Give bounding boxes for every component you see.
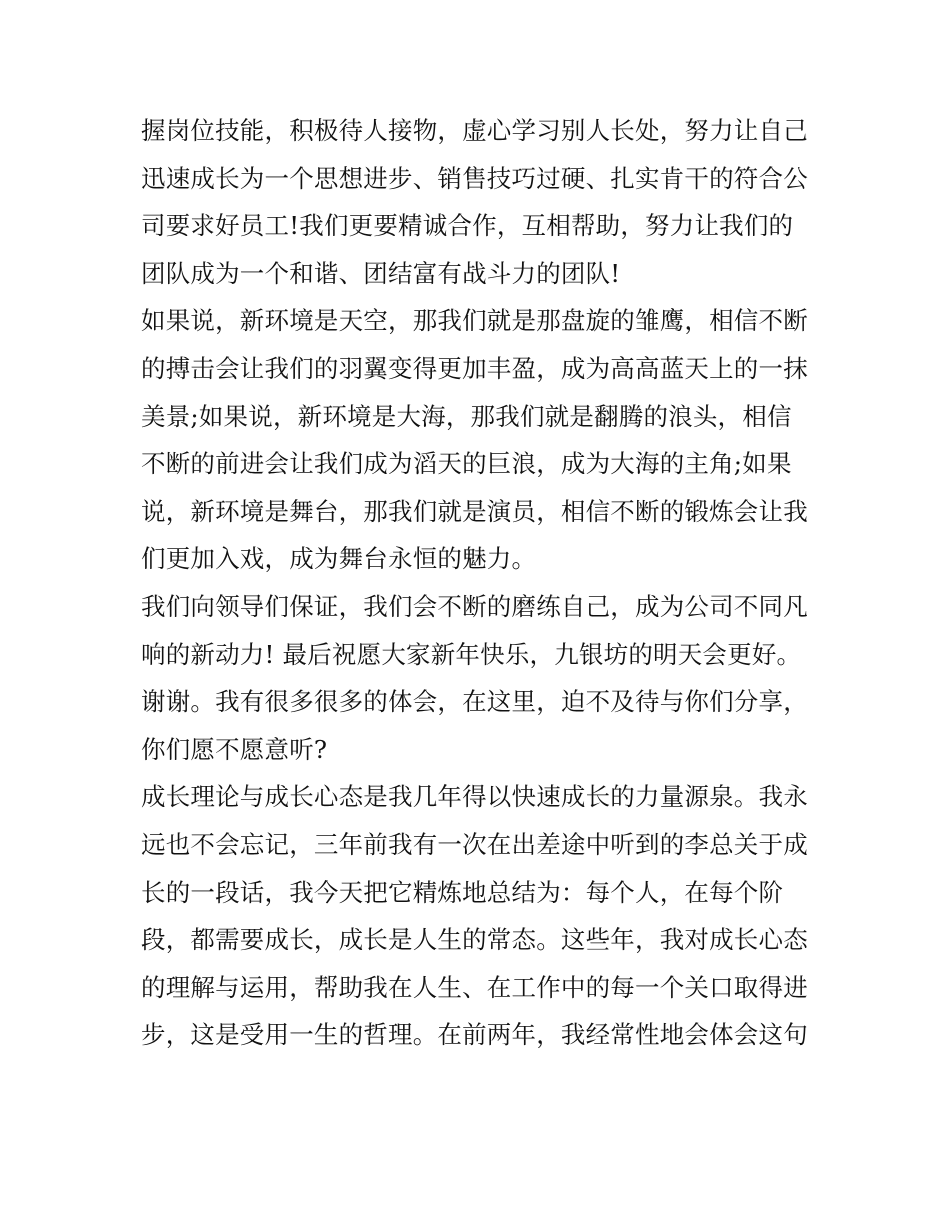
text-line: 我们向领导们保证，我们会不断的磨练自己，成为公司不同凡: [141, 591, 808, 621]
text-line: 响的新动力! 最后祝愿大家新年快乐，九银坊的明天会更好。: [141, 639, 802, 669]
text-line: 不断的前进会让我们成为滔天的巨浪，成为大海的主角;如果: [141, 449, 792, 479]
text-line: 说，新环境是舞台，那我们就是演员，相信不断的锻炼会让我: [141, 496, 808, 526]
text-line: 远也不会忘记，三年前我有一次在出差途中听到的李总关于成: [141, 829, 808, 859]
text-line: 司要求好员工!我们更要精诚合作，互相帮助，努力让我们的: [141, 211, 794, 241]
text-line: 们更加入戏，成为舞台永恒的魅力。: [141, 544, 537, 574]
text-line: 如果说，新环境是天空，那我们就是那盘旋的雏鹰，相信不断: [141, 306, 808, 336]
text-line: 步，这是受用一生的哲理。在前两年，我经常性地会体会这句: [141, 1020, 808, 1050]
text-line: 长的一段话，我今天把它精炼地总结为：每个人，在每个阶: [141, 877, 784, 907]
text-line: 的搏击会让我们的羽翼变得更加丰盈，成为高高蓝天上的一抹: [141, 353, 808, 383]
text-line: 成长理论与成长心态是我几年得以快速成长的力量源泉。我永: [141, 782, 808, 812]
text-line: 团队成为一个和谐、团结富有战斗力的团队!: [141, 258, 621, 288]
text-line: 的理解与运用，帮助我在人生、在工作中的每一个关口取得进: [141, 972, 808, 1002]
text-line: 段，都需要成长，成长是人生的常态。这些年，我对成长心态: [141, 925, 808, 955]
text-line: 你们愿不愿意听?: [141, 734, 328, 764]
text-line: 迅速成长为一个思想进步、销售技巧过硬、扎实肯干的符合公: [141, 163, 808, 193]
text-line: 握岗位技能，积极待人接物，虚心学习别人长处，努力让自己: [141, 116, 808, 145]
document-body: [141, 107, 821, 1059]
text-line: 美景;如果说，新环境是大海，那我们就是翻腾的浪头，相信: [141, 401, 792, 431]
text-line: 谢谢。我有很多很多的体会，在这里，迫不及待与你们分享，: [141, 687, 808, 717]
